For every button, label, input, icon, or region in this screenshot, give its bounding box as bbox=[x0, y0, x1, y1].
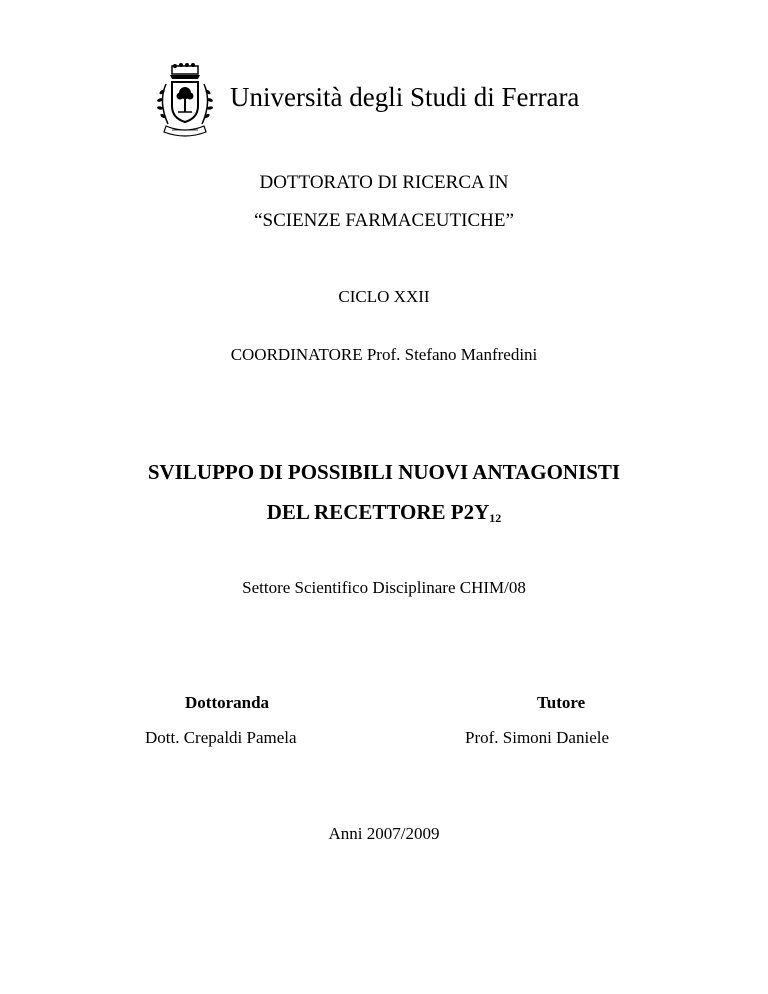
doctorate-program-line1: DOTTORATO DI RICERCA IN bbox=[259, 172, 509, 193]
cycle-label: CICLO XXII bbox=[338, 287, 430, 306]
tutor-name: Prof. Simoni Daniele bbox=[465, 728, 610, 747]
scientific-sector: Settore Scientifico Disciplinare CHIM/08 bbox=[242, 578, 526, 597]
candidate-label: Dottoranda bbox=[185, 693, 270, 712]
candidate-name: Dott. Crepaldi Pamela bbox=[145, 728, 297, 747]
thesis-title-line2 bbox=[0, 500, 768, 526]
academic-years: Anni 2007/2009 bbox=[328, 824, 440, 843]
university-name: Università degli Studi di Ferrara bbox=[230, 82, 580, 112]
thesis-title-subscript: 12 bbox=[489, 511, 502, 525]
thesis-title-line1: SVILUPPO DI POSSIBILI NUOVI ANTAGONISTI bbox=[147, 460, 621, 484]
coordinator-line: COORDINATORE Prof. Stefano Manfredini bbox=[230, 345, 538, 364]
tutor-label: Tutore bbox=[537, 693, 586, 712]
university-crest-icon bbox=[150, 62, 220, 140]
thesis-title-line2-main: DEL RECETTORE P2Y bbox=[266, 500, 490, 524]
doctorate-program-line2: “SCIENZE FARMACEUTICHE” bbox=[254, 210, 514, 231]
